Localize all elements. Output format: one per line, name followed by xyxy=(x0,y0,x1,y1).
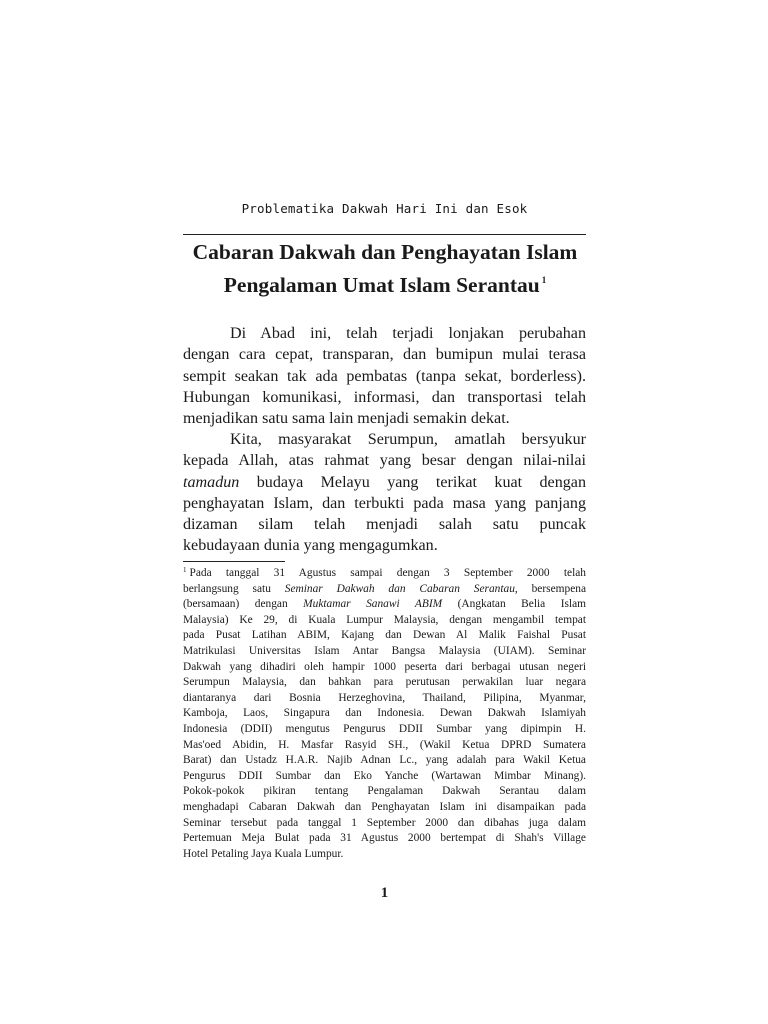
paragraph-line-text: budaya Melayu yang terikat kuat dengan xyxy=(239,473,586,491)
paragraph-line: sempit seakan tak ada pembatas (tanpa sekat, borderless). xyxy=(183,367,586,385)
chapter-title xyxy=(170,238,600,299)
footnote-line: Mas'oed Abidin, H. Masfar Rasyid SH., (Wakil Ketua DPRD Sumatera xyxy=(183,738,586,751)
paragraph-2 xyxy=(183,429,586,557)
footnote-line xyxy=(183,582,586,598)
footnote-line: pada Pusat Latihan ABIM, Kajang dan Dewan Al Malik Faishal Pusat xyxy=(183,629,586,642)
muktamar-title: Muktamar Sanawi ABIM xyxy=(303,598,443,611)
footnote xyxy=(183,563,586,862)
header-divider xyxy=(183,234,586,235)
footnote-line: Barat) dan Ustadz H.A.R. Najib Adnan Lc., yang adalah para Wakil Ketua xyxy=(183,754,586,767)
seminar-title: Seminar Dakwah dan Cabaran Serantau xyxy=(284,582,515,595)
paragraph-line: penghayatan Islam, dan terbukti pada masa yang panjang xyxy=(183,494,586,512)
paragraph-line: kebudayaan dunia yang mengagumkan. xyxy=(183,537,438,555)
italic-term: tamadun xyxy=(183,473,240,491)
footnote-divider xyxy=(183,561,285,562)
title-footnote-mark[interactable]: 1 xyxy=(541,275,547,285)
footnote-line: menghadapi Cabaran Dakwah dan Penghayatan Islam ini disampaikan pada xyxy=(183,800,586,813)
footnote-text: (bersamaan) dengan xyxy=(183,598,304,611)
footnote-line: Hotel Petaling Jaya Kuala Lumpur. xyxy=(183,847,344,860)
footnote-mark: 1 xyxy=(183,566,187,574)
footnote-text: , bersempena xyxy=(514,582,587,595)
footnote-line: Pokok-pokok pikiran tentang Pengalaman Dakwah Serantau dalam xyxy=(183,785,586,798)
paragraph-line: menjadikan satu sama lain menjadi semakin dekat. xyxy=(183,410,510,428)
footnote-line: Seminar tersebut pada tanggal 1 September 2000 dan dibahas juga dalam xyxy=(183,816,586,829)
paragraph-1 xyxy=(183,323,586,429)
footnote-line: Malaysia) Ke 29, di Kuala Lumpur Malaysia, dengan mengambil tempat xyxy=(183,613,586,626)
footnote-line: Dakwah yang dihadiri oleh hampir 1000 peserta dari berbagai utusan negeri xyxy=(183,660,586,673)
footnote-line: Matrikulasi Universitas Islam Antar Bangsa Malaysia (UIAM). Seminar xyxy=(183,644,586,657)
footnote-line xyxy=(183,597,586,613)
footnote-line: diantaranya dari Bosnia Herzeghovina, Thailand, Pilipina, Myanmar, xyxy=(183,691,586,704)
footnote-line: Serumpun Malaysia, dan bahkan para perutusan perwakilan luar negara xyxy=(183,676,586,689)
paragraph-line xyxy=(183,472,586,493)
footnote-line: Kamboja, Laos, Singapura dan Indonesia. Dewan Dakwah Islamiyah xyxy=(183,707,586,720)
footnote-line: Pengurus DDII Sumbar dan Eko Yanche (Wartawan Mimbar Minang). xyxy=(183,769,586,782)
chapter-title-line2: Pengalaman Umat Islam Serantau xyxy=(223,273,540,297)
paragraph-line: Hubungan komunikasi, informasi, dan transportasi telah xyxy=(183,388,586,406)
footnote-line xyxy=(183,563,586,582)
paragraph-line: dengan cara cepat, transparan, dan bumipun mulai terasa xyxy=(183,346,586,364)
chapter-title-line1: Cabaran Dakwah dan Penghayatan Islam xyxy=(192,240,578,264)
footnote-line: Indonesia (DDII) mengutus Pengurus DDII Sumbar yang dipimpin H. xyxy=(183,722,586,735)
paragraph-line: dizaman silam telah menjadi salah satu puncak xyxy=(183,516,586,534)
footnote-line: Pertemuan Meja Bulat pada 31 Agustus 2000 bertempat di Shah's Village xyxy=(183,832,586,845)
footnote-text: berlangsung satu xyxy=(183,582,285,595)
footnote-text: (Angkatan Belia Islam xyxy=(442,598,587,611)
paragraph-line: Di Abad ini, telah terjadi lonjakan perubahan xyxy=(230,325,586,342)
footnote-text: Pada tanggal 31 Agustus sampai dengan 3 September 2000 telah xyxy=(189,567,586,579)
paragraph-line: kepada Allah, atas rahmat yang besar dengan nilai-nilai xyxy=(183,452,586,470)
page-number: 1 xyxy=(380,885,389,901)
running-header: Problematika Dakwah Hari Ini dan Esok xyxy=(241,201,528,216)
paragraph-line: Kita, masyarakat Serumpun, amatlah bersyukur xyxy=(230,431,586,448)
